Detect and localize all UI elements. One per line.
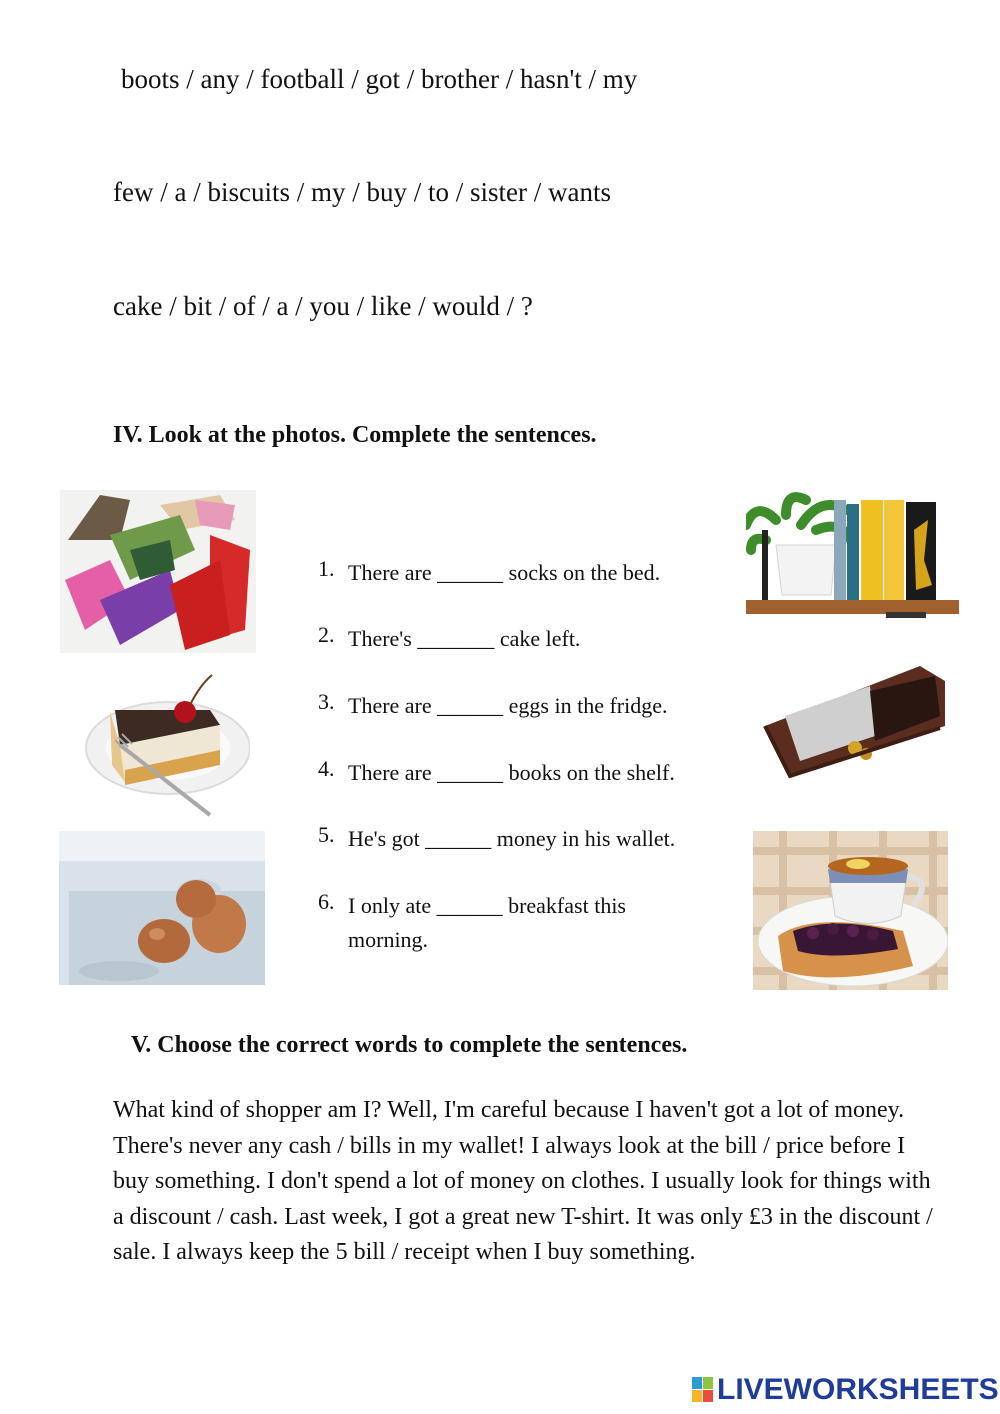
item-text: He's got ______ money in his wallet. bbox=[348, 826, 676, 851]
item-number: 3. bbox=[318, 689, 335, 714]
item-number: 6. bbox=[318, 889, 335, 914]
item-number: 1. bbox=[318, 556, 335, 581]
logo-mark-icon bbox=[692, 1377, 714, 1403]
bookshelf-photo bbox=[746, 490, 959, 632]
item-number: 2. bbox=[318, 622, 335, 647]
item-text: There are ______ eggs in the fridge. bbox=[348, 693, 668, 718]
item-number: 4. bbox=[318, 756, 335, 781]
scrambled-sentence-2: few / a / biscuits / my / buy / to / sister / wants bbox=[113, 177, 611, 207]
section-5-title: V. Choose the correct words to complete the sentences. bbox=[131, 1032, 688, 1058]
item-text: I only ate ______ breakfast this morning. bbox=[348, 893, 626, 952]
scrambled-sentence-3: cake / bit / of / a / you / like / would / ? bbox=[113, 291, 533, 321]
item-text: There are ______ books on the shelf. bbox=[348, 760, 675, 785]
logo-text: LIVEWORKSHEETS bbox=[717, 1373, 999, 1406]
item-text: There are ______ socks on the bed. bbox=[348, 560, 661, 585]
wallet-photo bbox=[750, 656, 963, 791]
cake-photo bbox=[80, 670, 250, 820]
item-text: There's _______ cake left. bbox=[348, 626, 581, 651]
socks-photo bbox=[60, 490, 256, 653]
scrambled-sentence-1: boots / any / football / got / brother / hasn't / my bbox=[121, 64, 638, 94]
section-5-paragraph: What kind of shopper am I? Well, I'm careful because I haven't got a lot of money. There's never any cash / bills in my wallet! I always look at the bill / price before I buy something. I don't spend a lot of money on clothes. I usually look for things with a discount / cash. Last week, I got a great new T-shirt. It was only £3 in the discount / sale. I always keep the 5 bill / receipt when I buy something. bbox=[113, 1097, 933, 1265]
breakfast-photo bbox=[753, 831, 948, 990]
eggs-photo bbox=[59, 831, 265, 985]
liveworksheets-logo bbox=[692, 1373, 999, 1407]
item-number: 5. bbox=[318, 822, 335, 847]
section-4-title: IV. Look at the photos. Complete the sentences. bbox=[113, 422, 597, 448]
